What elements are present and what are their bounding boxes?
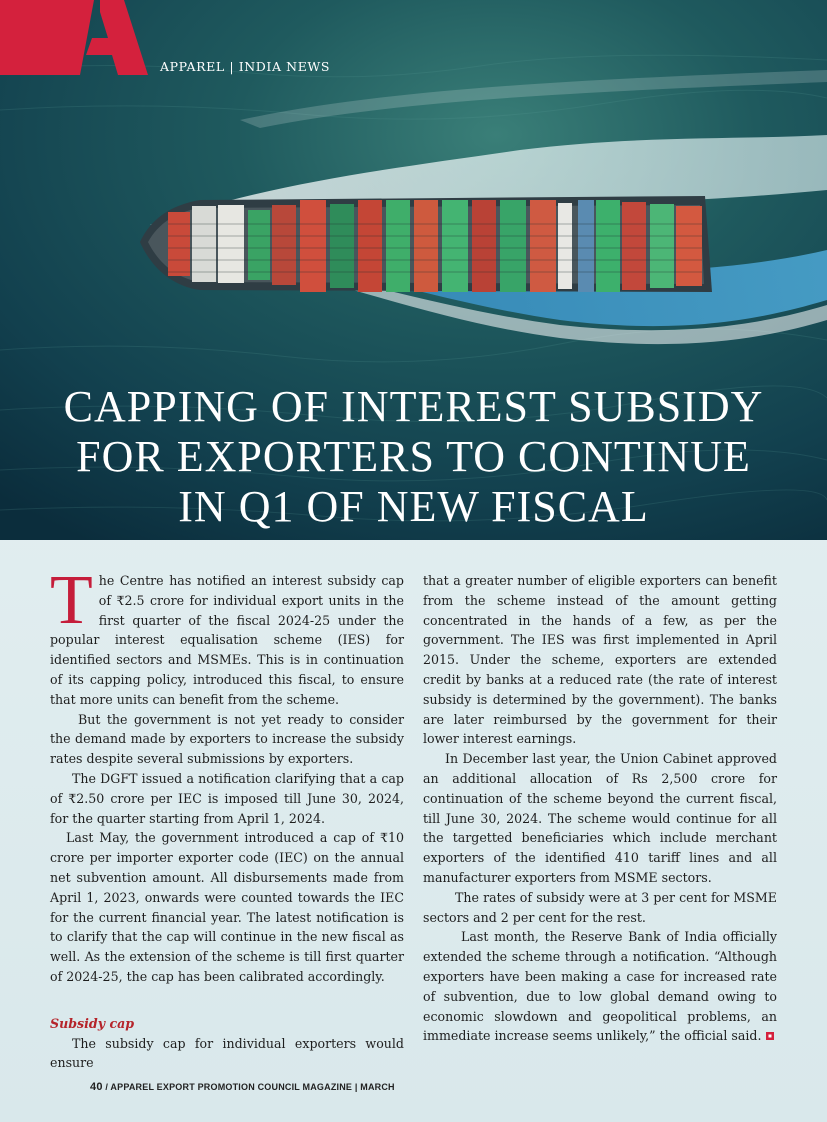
drop-cap: T [50, 562, 93, 639]
magazine-logo [0, 0, 150, 75]
article-paragraph: that a greater number of eligible exporters can benefit from the scheme instead of the amount getting concentrated in the hands of a few, as per the government. The IES was first implemented in April 2015. Under the scheme, exporters are extended credit by banks at a reduced rate (the rate of interest subsidy is determined by the government). The banks are later reimbursed by the government for their lower interest earnings. [423, 573, 777, 747]
page-number: 40 [90, 1081, 103, 1093]
section-subhead: Subsidy cap [50, 1015, 135, 1031]
section-label: APPAREL | INDIA NEWS [160, 59, 331, 74]
article-column-left [50, 562, 404, 1073]
hero-image [0, 0, 827, 540]
article-column-right [423, 571, 777, 1046]
article-paragraph: The subsidy cap for individual exporters would ensure [50, 1035, 404, 1071]
headline-line-2: FOR EXPORTERS TO CONTINUE [76, 432, 751, 481]
paragraph-text: Last month, the Reserve Bank of India officially extended the scheme through a notification. “Although exporters have been making a case for increased rate of subvention, due to low global demand owing to economic slowdown and geopolitical problems, an immediate increase seems unlikely,” the official said. [423, 929, 777, 1044]
article-paragraph: The DGFT issued a notification clarifying that a cap of ₹2.50 crore per IEC is imposed till June 30, 2024, for the quarter starting from April 1, 2024. [50, 770, 404, 826]
article-headline [0, 382, 827, 532]
paragraph-text: he Centre has notified an interest subsidy cap of ₹2.5 crore for individual export units in the first quarter of the fiscal 2024-25 under the popular interest equalisation scheme (IES) for identified sectors and MSMEs. This is in continuation of its capping policy, introduced this fiscal, to ensure that more units can benefit from the scheme. [50, 573, 404, 707]
article-paragraph [50, 562, 404, 710]
end-of-article-icon [766, 1032, 774, 1040]
article-paragraph: Last May, the government introduced a cap of ₹10 crore per importer exporter code (IEC) on the annual net subvention amount. All disbursements made from April 1, 2023, onwards were counted towards the IEC for the current financial year. The latest notification is to clarify that the cap will continue in the new fiscal as well. As the extension of the scheme is till first quarter of 2024-25, the cap has been calibrated accordingly. [50, 830, 404, 984]
article-paragraph: The rates of subsidy were at 3 per cent for MSME sectors and 2 per cent for the rest. [423, 889, 777, 925]
article-paragraph [423, 927, 777, 1046]
headline-line-1: CAPPING OF INTEREST SUBSIDY [63, 382, 764, 431]
page-footer [90, 1081, 395, 1093]
headline-line-3: IN Q1 OF NEW FISCAL [178, 482, 649, 531]
article-paragraph: In December last year, the Union Cabinet approved an additional allocation of Rs 2,500 crore for continuation of the scheme beyond the current fiscal, till June 30, 2024. The scheme would continue for all the targetted beneficiaries which include merchant exporters of the identified 410 tariff lines and all manufacturer exporters from MSME sectors. [423, 751, 777, 885]
article-paragraph: But the government is not yet ready to consider the demand made by exporters to increase the subsidy rates despite several submissions by exporters. [50, 711, 404, 767]
publication-name: / APPAREL EXPORT PROMOTION COUNCIL MAGAZINE | MARCH [105, 1082, 395, 1092]
